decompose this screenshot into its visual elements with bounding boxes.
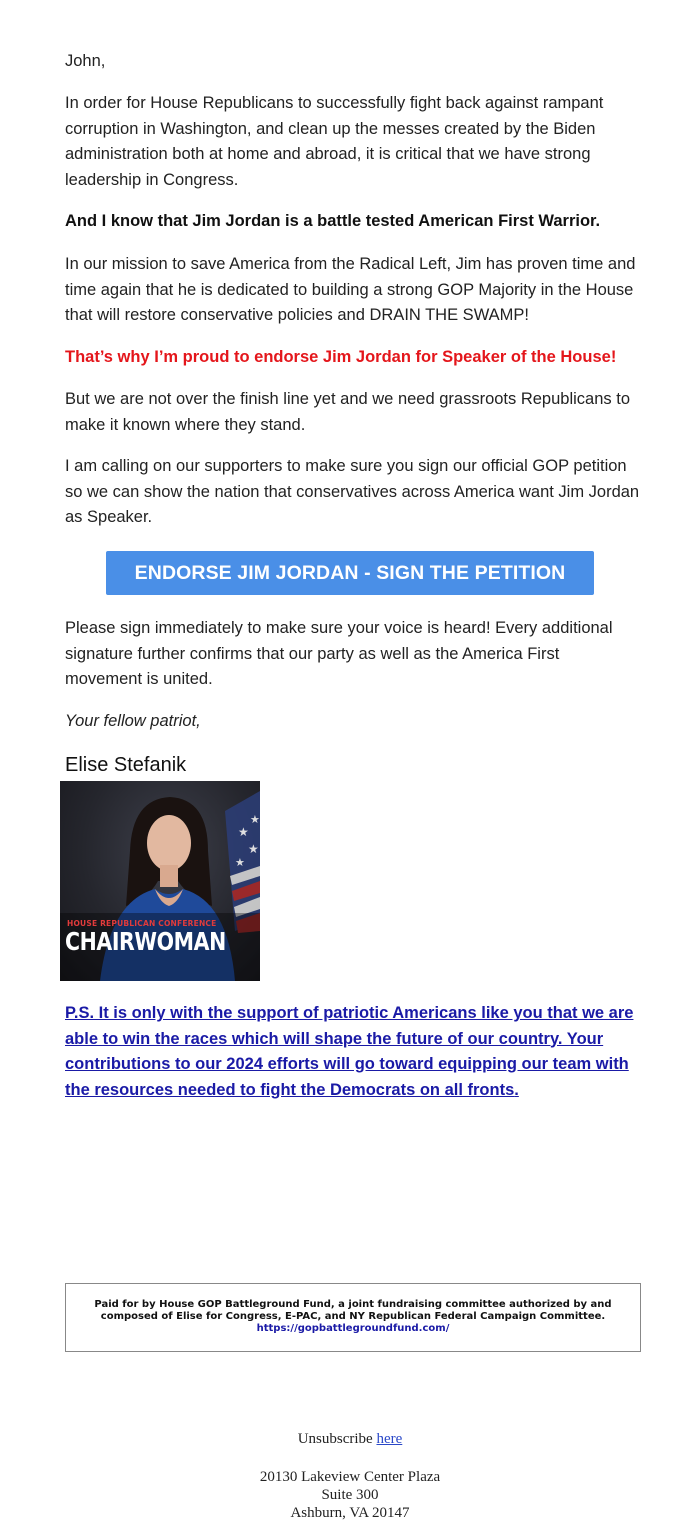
photo-title: CHAIRWOMAN — [65, 927, 226, 956]
paid-for-disclaimer-box — [65, 1283, 641, 1352]
address-line-2: Suite 300 — [321, 1487, 379, 1503]
svg-text:★: ★ — [250, 814, 260, 826]
unsubscribe-line — [0, 1431, 700, 1448]
body-paragraph-3: But we are not over the finish line yet and we need grassroots Republicans to make it known where they stand. — [65, 390, 630, 434]
unsubscribe-link[interactable]: here — [376, 1431, 403, 1447]
greeting: John, — [65, 52, 106, 70]
signoff: Your fellow patriot, — [65, 712, 201, 730]
ps-period: . — [514, 1080, 519, 1099]
body-paragraph-1: In order for House Republicans to successfully fight back against rampant corruption in Washington, and clean up the messes created by the Biden administration both at home and abroad, it is critical that we have strong leadership in Congress. — [65, 94, 604, 189]
body-paragraph-2: In our mission to save America from the Radical Left, Jim has proven time and time again that he is dedicated to building a strong GOP Majority in the House that will restore conservative policies and DRAIN THE SWAMP! — [65, 255, 636, 324]
body-paragraph-4: I am calling on our supporters to make sure you sign our official GOP petition so we can show the nation that conservatives across America want Jim Jordan as Speaker. — [65, 457, 640, 526]
signature-name: Elise Stefanik — [65, 754, 187, 776]
sign-petition-button[interactable] — [106, 551, 594, 595]
battleground-fund-link[interactable]: https://gopbattlegroundfund.com/ — [256, 1323, 450, 1334]
address-line-1: 20130 Lakeview Center Plaza — [259, 1469, 441, 1485]
unsubscribe-prefix: Unsubscribe — [297, 1431, 373, 1447]
endorsement-headline: That’s why I’m proud to endorse Jim Jordan for Speaker of the House! — [65, 348, 617, 366]
ps-link-text[interactable]: P.S. It is only with the support of patriotic Americans like you that we are able to win the races which will shape the future of our country. Your contributions to our 2024 efforts will go toward equipping our team with the resources needed to fight the Democrats on all fronts — [65, 1004, 634, 1099]
svg-text:★: ★ — [235, 857, 245, 869]
portrait-image — [60, 781, 260, 981]
svg-text:★: ★ — [238, 825, 249, 839]
address-line-3: Ashburn, VA 20147 — [290, 1505, 410, 1521]
bold-statement: And I know that Jim Jordan is a battle tested American First Warrior. — [65, 212, 601, 230]
sign-petition-button-label: ENDORSE JIM JORDAN - SIGN THE PETITION — [134, 561, 566, 584]
body-paragraph-5: Please sign immediately to make sure your voice is heard! Every additional signature further confirms that our party as well as the America First movement is united. — [65, 619, 613, 688]
svg-text:★: ★ — [248, 842, 259, 856]
ps-link[interactable] — [65, 1001, 640, 1103]
mailing-address — [0, 1468, 700, 1522]
paid-for-disclaimer: Paid for by House GOP Battleground Fund, a joint fundraising committee authorized by and composed of Elise for Congress, E-PAC, and NY Republican Federal Campaign Committee. — [94, 1299, 612, 1322]
photo-subtitle: HOUSE REPUBLICAN CONFERENCE — [67, 919, 217, 928]
